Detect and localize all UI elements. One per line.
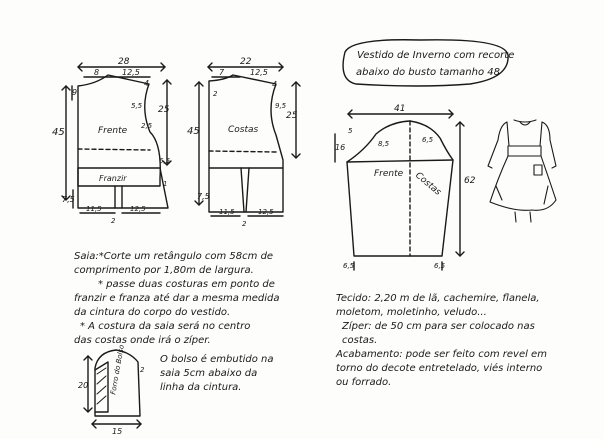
front-bodice [62,63,171,213]
skirt-line-6: * A costura da saia será no centro [80,321,251,332]
acabamento-line-1: Acabamento: pode ser feito com revel em [336,349,547,360]
title-line-2: abaixo do busto tamanho 48 [356,67,500,78]
pocket-note-3: linha da cintura. [160,382,242,393]
skirt-note [74,250,280,348]
tecido-line-2: moletom, moletinho, veludo... [336,307,487,318]
skirt-line-5: da cintura do corpo do vestido. [74,307,231,318]
sleeve-front-label: Frente [374,169,404,179]
front-neck-drop: 9 [72,88,78,97]
acabamento-line-3: ou forrado. [336,377,392,388]
back-armhole-drop: 4 [272,80,278,89]
sleeve-cap: 16 [335,143,346,152]
front-shoulder-a: 8 [94,68,100,77]
sleeve-cuff-left: 6,5 [343,262,355,270]
acabamento-line-2: torno do decote entretelado, viés interno [336,363,543,374]
back-shoulder-a: 7 [219,68,225,77]
front-bottom-a: 11,5 [86,205,102,213]
pocket-note [160,353,274,395]
sleeve-pattern [335,110,464,270]
back-width-label: 22 [240,57,252,67]
ziper-line-1: Zíper: de 50 cm para ser colocado nas [342,321,535,332]
back-armhole-depth: 25 [286,111,298,121]
sleeve-left-small: 5 [348,127,353,135]
front-shoulder-b: 12,5 [122,68,140,77]
front-armhole-drop: 4 [144,79,150,88]
skirt-line-3: * passe duas costuras em ponto de [98,279,275,290]
front-dart-a: 2 [111,217,116,225]
front-tick: 1 [163,180,168,188]
skirt-line-2: comprimento por 1,80m de largura. [74,265,254,276]
front-width-label: 28 [118,57,130,67]
pocket-label: Forro do Bolso [109,344,126,396]
front-height: 45 [52,127,65,138]
title-line-1: Vestido de Inverno com recorte [357,50,515,61]
dress-illustration [488,120,556,222]
materials-note [336,292,547,390]
back-dart: 2 [242,220,247,228]
front-lower: 7,5 [62,195,75,204]
back-lower: 7,5 [197,192,210,201]
back-shoulder-b: 12,5 [250,68,268,77]
front-bodice-label: Frente [98,126,128,136]
back-height: 45 [187,126,200,137]
pocket-top: 2 [140,366,145,374]
front-armhole-depth: 25 [158,105,170,115]
ziper-line-2: costas. [342,335,378,346]
back-bodice-label: Costas [228,125,259,135]
pocket-height: 20 [78,381,89,390]
back-bottom-b: 12,5 [258,208,274,216]
sleeve-cuff-right: 6,5 [434,262,446,270]
front-armhole-mark: 5,5 [131,102,143,110]
sleeve-back-label: Costas [413,170,443,198]
skirt-line-4: franzir e franza até dar a mesma medida [74,293,280,304]
tecido-line-1: Tecido: 2,20 m de lã, cachemire, flanela, [336,293,540,304]
skirt-line-7: das costas onde irá o zíper. [74,335,211,346]
pocket-note-1: O bolso é embutido na [160,354,274,365]
back-bottom-a: 11,5 [219,208,235,216]
back-neck-drop: 2 [213,90,218,98]
front-gather-label: Franzir [99,174,127,183]
pocket-width: 15 [112,427,123,436]
pocket-note-2: saia 5cm abaixo da [160,368,258,379]
front-side: 6,5 [159,157,171,165]
sleeve-length: 62 [464,176,476,186]
back-armhole-mark: 9,5 [275,102,287,110]
skirt-line-1: Saia:*Corte um retângulo com 58cm de [74,251,274,262]
front-bottom-b: 12,5 [130,205,146,213]
back-bodice [195,63,300,216]
title-bubble [343,40,508,86]
sleeve-back-cap: 6,5 [422,136,434,144]
front-small: 2,5 [141,122,153,130]
front-waist-line [78,149,150,150]
sleeve-width: 41 [394,104,406,114]
sleeve-front-cap: 8,5 [378,140,390,148]
